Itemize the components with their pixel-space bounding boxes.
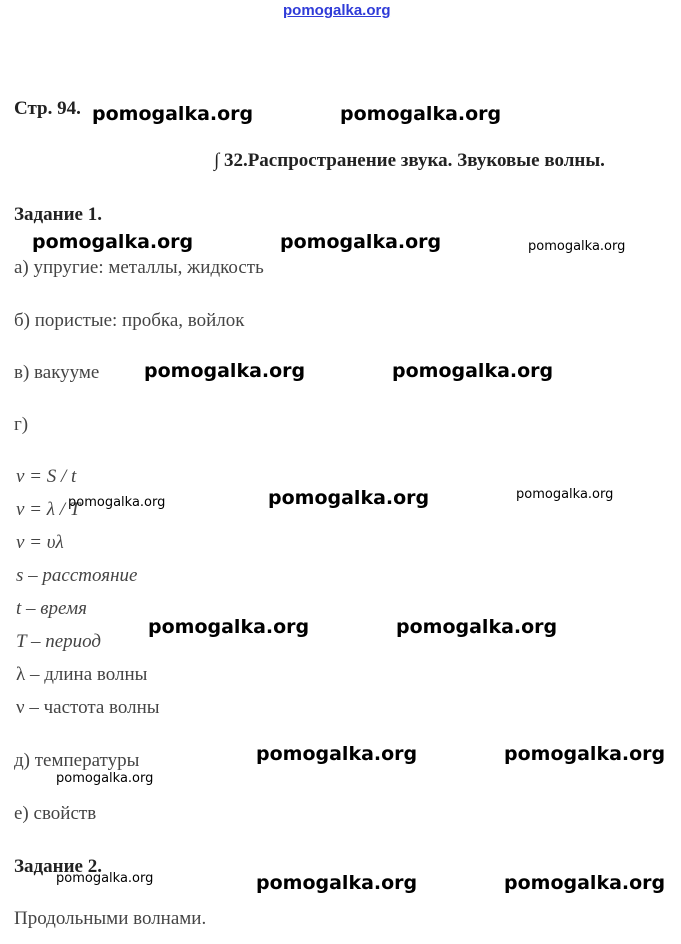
watermark: pomogalka.org [68,495,166,510]
answer-v: в) вакууме [14,362,100,383]
definition-t: t – время [16,598,87,619]
answer-a: а) упругие: металлы, жидкость [14,257,264,278]
definition-lambda: λ – длина волны [16,664,148,685]
watermark: pomogalka.org [396,616,558,638]
watermark: pomogalka.org [256,743,418,765]
answer-b: б) пористые: пробка, войлок [14,310,245,331]
definition-T: T – период [16,631,102,652]
formula-speed-period: v = λ / T [16,499,81,520]
watermark: pomogalka.org [340,103,502,125]
watermark: pomogalka.org [392,360,554,382]
formula-speed-distance: v = S / t [16,466,77,487]
watermark: pomogalka.org [528,239,626,254]
watermark: pomogalka.org [280,231,442,253]
site-link[interactable]: pomogalka.org [283,2,391,19]
definition-s: s – расстояние [16,565,138,586]
watermark: pomogalka.org [56,771,154,786]
formula-speed-frequency: v = υλ [16,532,64,553]
answer-g: г) [14,414,29,435]
watermark: pomogalka.org [92,103,254,125]
watermark: pomogalka.org [148,616,310,638]
page-reference: Стр. 94. [14,98,81,119]
watermark: pomogalka.org [504,743,666,765]
watermark: pomogalka.org [32,231,194,253]
watermark: pomogalka.org [268,487,430,509]
watermark: pomogalka.org [144,360,306,382]
watermark: pomogalka.org [256,872,418,894]
watermark: pomogalka.org [56,871,154,886]
watermark: pomogalka.org [516,487,614,502]
task2-answer: Продольными волнами. [14,908,207,929]
section-title: ∫ 32.Распространение звука. Звуковые волны. [214,150,605,171]
task2-title: Задание 2. [14,856,102,877]
definition-nu: ν – частота волны [16,697,160,718]
task1-title: Задание 1. [14,204,102,225]
answer-d: д) температуры [14,750,140,771]
answer-e: е) свойств [14,803,97,824]
watermark: pomogalka.org [504,872,666,894]
